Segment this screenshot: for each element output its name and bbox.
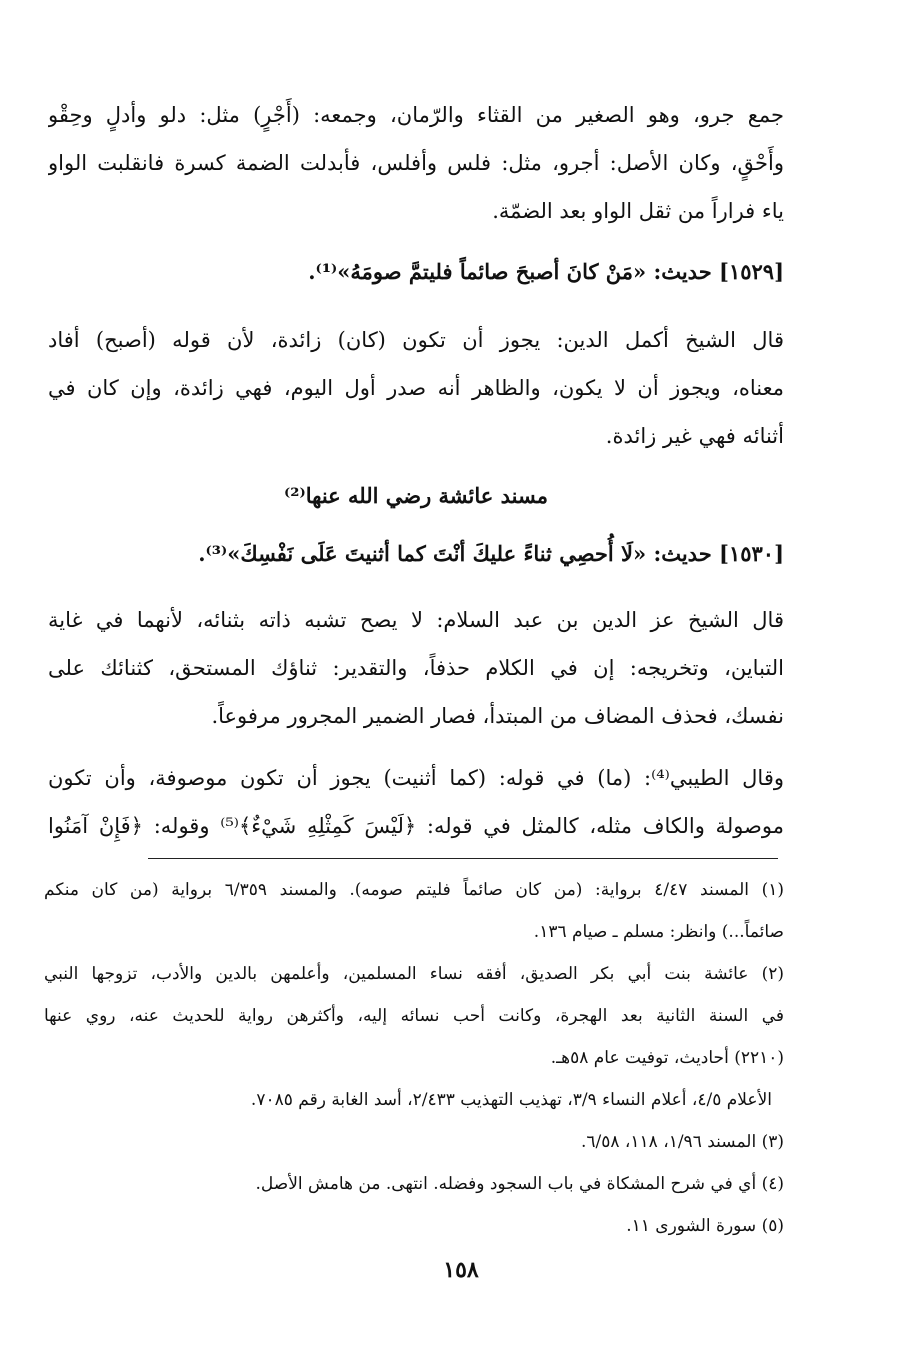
footnote-line: صائماً...) وانظر: مسلم ـ صيام ١٣٦. [533,922,784,942]
paragraph-line: معناه، ويجوز أن لا يكون، والظاهر أنه صدر أول اليوم، فهي زائدة، وإن كان في [48,376,784,400]
footnote-line: (٢٢١٠) أحاديث، توفيت عام ٥٨هـ. [550,1048,784,1068]
paragraph-line: التباين، وتخريجه: إن في الكلام حذفاً، والتقدير: ثناؤك المستحق، كثنائك على [48,656,784,680]
footnote-line: (٤) أي في شرح المشكاة في باب السجود وفضله. انتهى. من هامش الأصل. [255,1174,784,1194]
footnote-line: (١) المسند ٤/٤٧ برواية: (من كان صائماً فليتم صومه). والمسند ٦/٣٥٩ برواية (من كان منكم [44,880,784,900]
section-title: مسند عائشة رضي الله عنها⁽²⁾ [284,483,548,508]
page-number: ١٥٨ [443,1257,479,1283]
paragraph-line: جمع جرو، وهو الصغير من القثاء والرّمان، وجمعه: (أَجْرٍ) مثل: دلو وأدلٍ وحِقْو [48,103,784,127]
footnote-line: (٣) المسند ١/٩٦، ١١٨، ٦/٥٨. [580,1132,784,1152]
paragraph-line: وقال الطيبي⁽⁴⁾: (ما) في قوله: (كما أثنيت) يجوز أن تكون موصوفة، وأن تكون [48,766,784,790]
hadith-heading-1529: [١٥٢٩] حديث: «مَنْ كانَ أصبحَ صائماً فليتمَّ صومَهُ»⁽¹⁾. [308,259,784,284]
footnote-separator [148,858,778,859]
paragraph-line: قال الشيخ أكمل الدين: يجوز أن تكون (كان) زائدة، لأن قوله (أصبح) أفاد [48,328,784,352]
paragraph-line: ياء فراراً من ثقل الواو بعد الضمّة. [492,199,784,223]
paragraph-line: نفسك، فحذف المضاف من المبتدأ، فصار الضمير المجرور مرفوعاً. [211,704,784,728]
paragraph-line: وأَحْقٍ، وكان الأصل: أجرو، مثل: فلس وأفلس، فأبدلت الضمة كسرة فانقلبت الواو [48,151,784,175]
footnote-line: في السنة الثانية بعد الهجرة، وكانت أحب نسائه إليه، وأكثرهن رواية للحديث عنه، روي عنها [44,1006,784,1026]
hadith-heading-1530: [١٥٣٠] حديث: «لَا أُحصِي ثناءً عليكَ أنْتَ كما أثنيتَ عَلَى نَفْسِكَ»⁽³⁾. [198,541,784,566]
paragraph-line: موصولة والكاف مثله، كالمثل في قوله: ﴿لَيْسَ كَمِثْلِهِ شَيْءٌ﴾⁽⁵⁾ وقوله: ﴿فَإِنْ آمَنُوا [48,814,784,838]
footnote-line: (٥) سورة الشورى ١١. [626,1216,784,1236]
paragraph-line: قال الشيخ عز الدين بن عبد السلام: لا يصح تشبه ذاته بثنائه، لأنهما في غاية [48,608,784,632]
footnote-line: (٢) عائشة بنت أبي بكر الصديق، أفقه نساء المسلمين، وأعلمهن بالدين والأدب، تزوجها النبي [44,964,784,984]
footnote-line: الأعلام ٤/٥، أعلام النساء ٣/٩، تهذيب التهذيب ٢/٤٣٣، أسد الغابة رقم ٧٠٨٥. [250,1090,772,1110]
paragraph-line: أثنائه فهي غير زائدة. [605,424,784,448]
